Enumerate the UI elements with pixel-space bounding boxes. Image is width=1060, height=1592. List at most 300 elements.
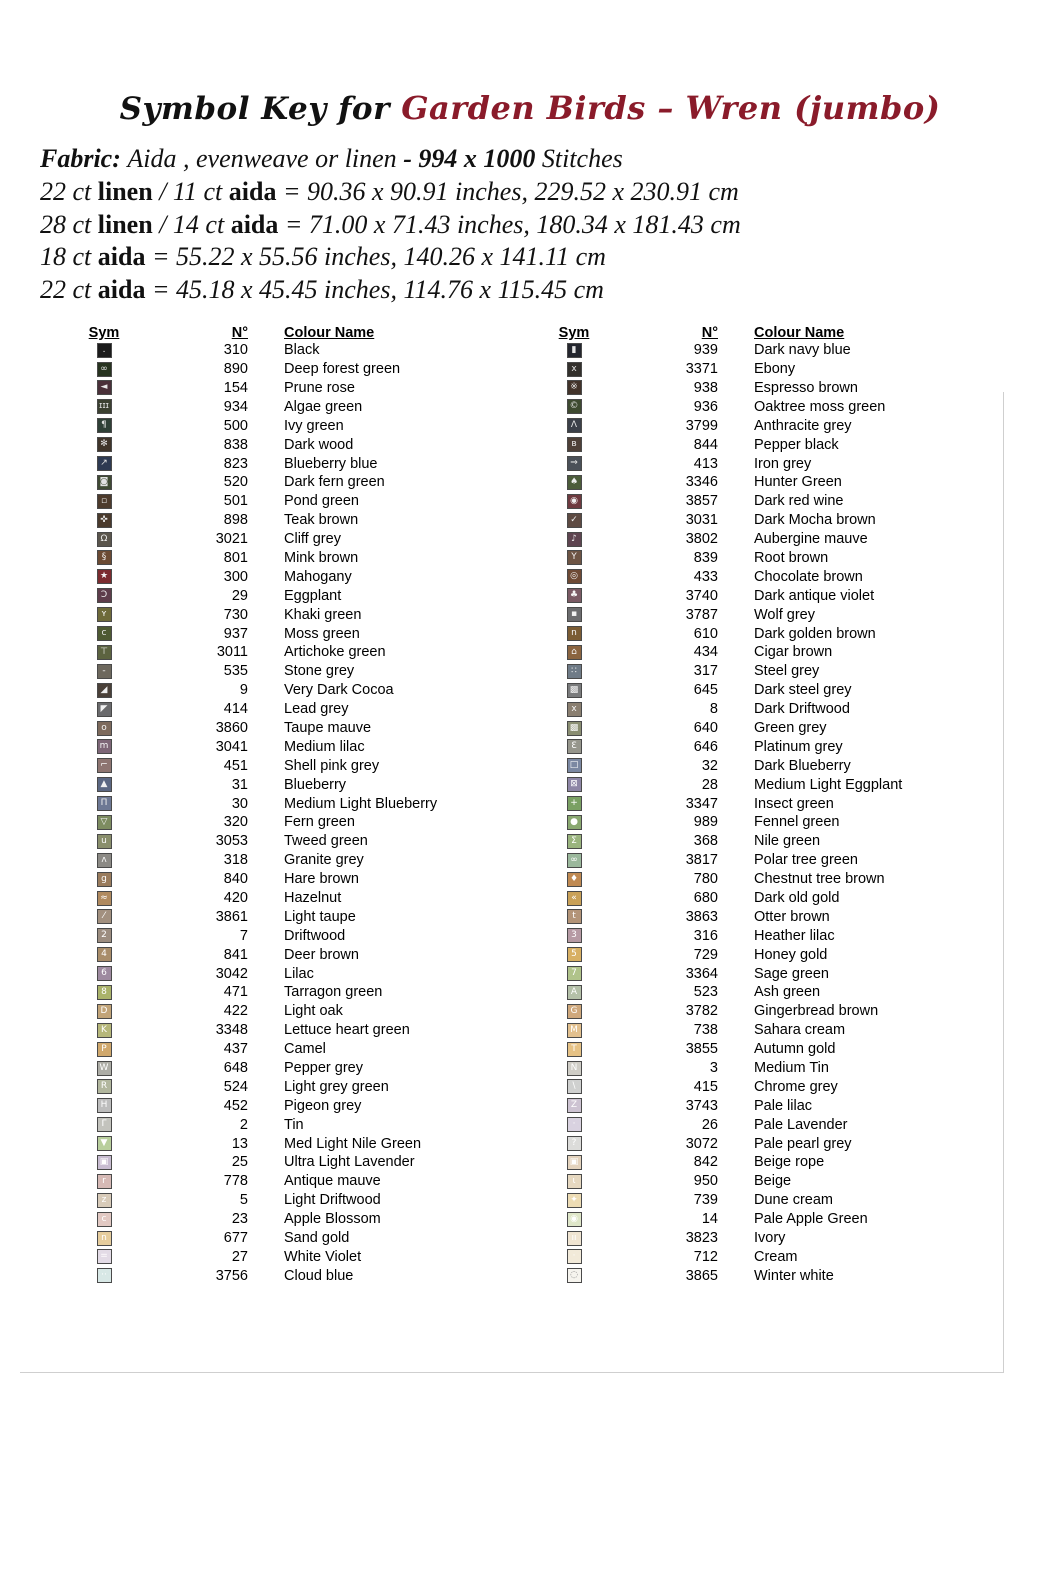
table-row [548,662,1018,681]
colour-name: Medium lilac [284,738,365,755]
table-row [548,1153,1018,1172]
colour-name: Chocolate brown [754,568,863,585]
symbol-cell [548,456,600,471]
colour-name: Deep forest green [284,361,401,378]
table-row [548,889,1018,908]
table-row [78,1172,548,1191]
dmc-number: 433 [693,568,718,585]
table-row [78,1002,548,1021]
symbol-legend-table [0,321,1060,1286]
symbol-cell [78,891,130,906]
table-row [548,416,1018,435]
symbol-cell [78,1249,130,1264]
header-colour-name: Colour Name [284,324,375,341]
colour-swatch-icon: ◤ [97,702,112,717]
size-1: = 90.36 x 90.91 inches, 229.52 x 230.91 cm [282,176,739,206]
colour-swatch-icon: D [97,1004,112,1019]
colour-name: Very Dark Cocoa [284,682,394,699]
dmc-number: 154 [223,379,248,396]
symbol-cell [548,909,600,924]
colour-swatch-icon: 3 [567,928,582,943]
table-row [78,379,548,398]
table-row [548,1021,1018,1040]
table-row [548,1248,1018,1267]
table-row [548,435,1018,454]
table-row [548,907,1018,926]
symbol-cell [78,343,130,358]
table-row [78,832,548,851]
symbol-cell [548,834,600,849]
colour-name: Medium Light Blueberry [284,795,438,812]
colour-name: Apple Blossom [284,1211,381,1228]
dmc-number: 414 [223,701,248,718]
dmc-number: 739 [693,1192,718,1209]
count-3a: 18 ct [40,242,92,272]
table-row [548,397,1018,416]
colour-swatch-icon: ◌ [567,1268,582,1283]
table-row [548,1172,1018,1191]
dmc-number: 3782 [685,1003,718,1020]
count-4a: 22 ct [40,275,92,304]
table-row [548,1266,1018,1285]
colour-swatch-icon: P [97,1042,112,1057]
symbol-cell [78,872,130,887]
colour-swatch-icon: □ [567,758,582,773]
table-row [78,870,548,889]
table-row [78,435,548,454]
colour-swatch-icon: 8 [97,985,112,1000]
symbol-cell [548,853,600,868]
colour-name: Oaktree moss green [754,398,886,415]
symbol-cell [548,362,600,377]
colour-name: Blueberry blue [284,455,378,472]
colour-name: Fern green [284,814,355,831]
table-row [548,737,1018,756]
dmc-number: 3072 [685,1135,718,1152]
colour-name: Prune rose [284,379,355,396]
page-title-design: Garden Birds – Wren (jumbo) [401,89,941,127]
fabric-size-line-4 [40,274,1060,307]
symbol-cell [78,532,130,547]
colour-swatch-icon: § [97,550,112,565]
dmc-number: 8 [709,701,718,718]
symbol-cell [78,947,130,962]
dmc-number: 26 [701,1116,718,1133]
colour-swatch-icon: ◉ [567,1212,582,1227]
colour-name: Medium Light Eggplant [754,776,903,793]
colour-name: Light oak [284,1003,343,1020]
table-row [78,1153,548,1172]
colour-swatch-icon: ᴧ [97,853,112,868]
dmc-number: 13 [231,1135,248,1152]
colour-swatch-icon: N [567,1061,582,1076]
colour-name: Wolf grey [754,606,815,623]
symbol-cell [78,1079,130,1094]
colour-swatch-icon: © [567,399,582,414]
colour-name: Dark antique violet [754,587,875,604]
colour-swatch-icon: ◢ [97,683,112,698]
colour-name: Platinum grey [754,738,843,755]
colour-swatch-icon: ▣ [97,1155,112,1170]
symbol-cell [548,1023,600,1038]
table-row [548,681,1018,700]
fabric-stitch-word: Stitches [541,144,623,173]
table-row [78,492,548,511]
dmc-number: 3364 [685,965,718,982]
symbol-cell [78,550,130,565]
colour-name: Iron grey [754,455,812,472]
colour-swatch-icon: u [97,834,112,849]
colour-name: Otter brown [754,908,830,925]
colour-swatch-icon: ⊤ [97,645,112,660]
dmc-number: 3740 [685,587,718,604]
dmc-number: 368 [693,833,718,850]
dmc-number: 3799 [685,417,718,434]
dmc-number: 31 [231,776,248,793]
colour-name: Hare brown [284,871,359,888]
colour-swatch-icon: Π [97,796,112,811]
symbol-cell [548,928,600,943]
dmc-number: 937 [223,625,248,642]
table-row [78,586,548,605]
colour-swatch-icon: ¶ [97,418,112,433]
dmc-number: 3802 [685,531,718,548]
colour-swatch-icon: · [567,1117,582,1132]
colour-swatch-icon: 5 [567,947,582,962]
colour-name: Ultra Light Lavender [284,1154,415,1171]
colour-name: Dark Driftwood [754,701,850,718]
table-row [548,870,1018,889]
colour-name: Dark wood [284,436,354,453]
colour-name: Lettuce heart green [284,1022,410,1039]
symbol-cell [78,1193,130,1208]
colour-swatch-icon: . [97,343,112,358]
colour-swatch-icon: ▪ [567,607,582,622]
symbol-cell [548,1249,600,1264]
colour-swatch-icon: c [97,626,112,641]
dmc-number: 838 [223,436,248,453]
symbol-cell [78,1155,130,1170]
colour-name: Cream [754,1248,798,1265]
colour-name: Polar tree green [754,852,858,869]
colour-swatch-icon: n [97,1231,112,1246]
dmc-number: 9 [239,682,248,699]
dmc-number: 3011 [216,644,248,661]
colour-swatch-icon: = [97,1249,112,1264]
symbol-cell [78,1061,130,1076]
dmc-number: 320 [223,814,248,831]
dmc-number: 989 [693,814,718,831]
dmc-number: 3823 [685,1230,718,1247]
dmc-number: 32 [701,757,718,774]
symbol-cell [548,947,600,962]
symbol-cell [78,418,130,433]
symbol-cell [78,1004,130,1019]
header-sym: Sym [88,324,120,341]
dmc-number: 318 [223,852,248,869]
material-1b: aida [228,176,277,206]
fabric-size-line-1 [40,176,1060,209]
table-row [548,1002,1018,1021]
colour-swatch-icon: ⌂ [567,645,582,660]
table-row [548,586,1018,605]
symbol-cell [548,550,600,565]
colour-name: Cigar brown [754,644,833,661]
dmc-number: 2 [239,1116,248,1133]
colour-name: Lilac [284,965,314,982]
table-row [548,775,1018,794]
dmc-number: 3817 [685,852,718,869]
dmc-number: 898 [223,512,248,529]
table-row [78,681,548,700]
dmc-number: 535 [223,663,248,680]
symbol-cell [78,796,130,811]
table-row [78,1059,548,1078]
table-row [78,794,548,813]
colour-swatch-icon: g [97,872,112,887]
dmc-number: 3021 [215,531,248,548]
table-row [548,1115,1018,1134]
symbol-cell [78,1023,130,1038]
size-3: = 55.22 x 55.56 inches, 140.26 x 141.11 cm [151,242,606,272]
table-row [78,737,548,756]
dmc-number: 950 [693,1173,718,1190]
table-row [548,1040,1018,1059]
colour-swatch-icon: ʏ [97,607,112,622]
colour-swatch-icon: t [567,909,582,924]
symbol-cell [548,1079,600,1094]
colour-name: Eggplant [284,587,342,604]
fabric-size-line-2 [40,209,1060,242]
symbol-cell [548,1004,600,1019]
symbol-cell [78,362,130,377]
colour-name: Medium Tin [754,1060,829,1077]
dmc-number: 3042 [215,965,248,982]
colour-name: Lead grey [284,701,349,718]
dmc-number: 3861 [215,908,248,925]
dmc-number: 3855 [685,1041,718,1058]
symbol-cell [548,664,600,679]
colour-name: Teak brown [284,512,359,529]
dmc-number: 523 [693,984,718,1001]
table-row [548,945,1018,964]
colour-name: Pigeon grey [284,1097,362,1114]
dmc-number: 680 [693,890,718,907]
symbol-cell [548,777,600,792]
dmc-number: 300 [223,568,248,585]
dmc-number: 28 [701,776,718,793]
symbol-cell [548,891,600,906]
header-sym: Sym [558,324,590,341]
table-row [78,775,548,794]
table-row [78,945,548,964]
symbol-cell [78,588,130,603]
table-row [78,360,548,379]
colour-name: Chestnut tree brown [754,871,885,888]
table-row [78,662,548,681]
count-1b: 11 ct [172,176,223,206]
colour-name: Ebony [754,361,796,378]
colour-swatch-icon: ▽ [97,815,112,830]
dmc-number: 646 [693,738,718,755]
dmc-number: 801 [223,549,248,566]
colour-swatch-icon: ▲ [97,777,112,792]
symbol-cell [78,777,130,792]
dmc-number: 434 [693,644,718,661]
symbol-cell [548,475,600,490]
table-row [78,1210,548,1229]
symbol-cell [548,1155,600,1170]
colour-swatch-icon: ♠ [567,475,582,490]
material-2b: aida [230,209,279,239]
table-row [548,530,1018,549]
table-row [548,851,1018,870]
colour-name: Tarragon green [284,984,383,1001]
dmc-number: 3371 [685,361,718,378]
symbol-cell [548,1231,600,1246]
colour-name: Pond green [284,493,359,510]
dmc-number: 841 [223,946,248,963]
colour-name: Dark Blueberry [754,757,851,774]
colour-swatch-icon: 4 [97,947,112,962]
fabric-stitch-count: - 994 x 1000 [403,144,536,173]
table-row [78,1021,548,1040]
table-row [548,983,1018,1002]
table-row [548,832,1018,851]
table-row [548,964,1018,983]
symbol-cell [78,1231,130,1246]
symbol-cell [78,966,130,981]
table-row [78,1266,548,1285]
colour-swatch-icon: ⊠ [567,777,582,792]
colour-name: Mink brown [284,549,359,566]
symbol-cell [78,645,130,660]
table-row [548,549,1018,568]
colour-swatch-icon: Ɔ [97,588,112,603]
colour-name: Moss green [284,625,360,642]
dmc-number: 610 [693,625,718,642]
colour-swatch-icon: ※ [567,380,582,395]
colour-swatch-icon: ♣ [567,588,582,603]
table-row [78,530,548,549]
table-row [78,983,548,1002]
table-row [548,1191,1018,1210]
table-row [548,511,1018,530]
colour-name: Dark golden brown [754,625,876,642]
symbol-cell [548,758,600,773]
page-title [0,89,1060,127]
colour-swatch-icon: ✻ [97,437,112,452]
symbol-cell [548,418,600,433]
colour-swatch-icon: c [97,1212,112,1227]
dmc-number: 778 [223,1173,248,1190]
colour-swatch-icon: « [567,891,582,906]
symbol-cell [548,796,600,811]
symbol-cell [78,758,130,773]
symbol-cell [548,569,600,584]
colour-swatch-icon: ▫ [97,494,112,509]
colour-swatch-icon: ▼ [97,1136,112,1151]
symbol-cell [78,1174,130,1189]
colour-swatch-icon: \ [567,1079,582,1094]
colour-name: Beige [754,1173,792,1190]
colour-name: Light grey green [284,1078,389,1095]
table-row [548,567,1018,586]
page-edge-vertical [1003,392,1004,1372]
table-row [78,964,548,983]
table-row [78,889,548,908]
size-4: = 45.18 x 45.45 inches, 114.76 x 115.45 cm [151,275,604,304]
dmc-number: 640 [693,720,718,736]
table-row [548,1210,1018,1229]
dmc-number: 3863 [685,908,718,925]
colour-swatch-icon: ✦ [567,1193,582,1208]
fabric-line-types [40,143,1060,176]
colour-name: Light Driftwood [284,1192,381,1209]
colour-swatch-icon: ↗ [97,456,112,471]
colour-swatch-icon: Ω [97,532,112,547]
page-edge-horizontal [20,1372,1004,1373]
colour-swatch-icon: ♪ [567,532,582,547]
symbol-cell [548,702,600,717]
dmc-number: 316 [693,927,718,944]
symbol-cell [78,569,130,584]
colour-name: Artichoke green [284,644,386,661]
colour-name: Insect green [754,795,834,812]
colour-swatch-icon: ▩ [567,683,582,698]
colour-swatch-icon: - [97,664,112,679]
dmc-number: 413 [693,455,718,472]
colour-swatch-icon: n [567,626,582,641]
colour-swatch-icon: ✓ [567,513,582,528]
symbol-cell [548,532,600,547]
table-row [78,605,548,624]
symbol-cell [78,399,130,414]
colour-swatch-icon: r [97,1174,112,1189]
dmc-number: 23 [231,1211,248,1228]
dmc-number: 936 [693,398,718,415]
table-row [548,1229,1018,1248]
symbol-cell [78,1212,130,1227]
dmc-number: 677 [223,1230,248,1247]
table-row [548,700,1018,719]
colour-name: Nile green [754,833,821,850]
colour-name: Khaki green [284,606,362,623]
fabric-size-line-3 [40,241,1060,274]
colour-name: Tin [284,1116,304,1133]
dmc-number: 839 [693,549,718,566]
header-number: N° [701,324,718,341]
colour-name: Winter white [754,1267,834,1284]
colour-name: Pale Lavender [754,1116,848,1133]
separator-1: / [159,176,167,206]
colour-swatch-icon: Y [567,550,582,565]
dmc-number: 939 [693,342,718,359]
colour-name: Espresso brown [754,379,858,396]
symbol-cell [548,1193,600,1208]
fabric-label: Fabric: [40,144,121,173]
colour-name: Dark old gold [754,890,840,907]
colour-swatch-icon: T [567,1042,582,1057]
table-row [78,549,548,568]
fabric-types: Aida , evenweave or linen [127,144,397,173]
table-row [78,454,548,473]
colour-name: Hazelnut [284,890,342,907]
colour-swatch-icon: ·· [97,1268,112,1283]
symbol-cell [78,739,130,754]
table-row [548,1096,1018,1115]
colour-swatch-icon: ? [567,1136,582,1151]
